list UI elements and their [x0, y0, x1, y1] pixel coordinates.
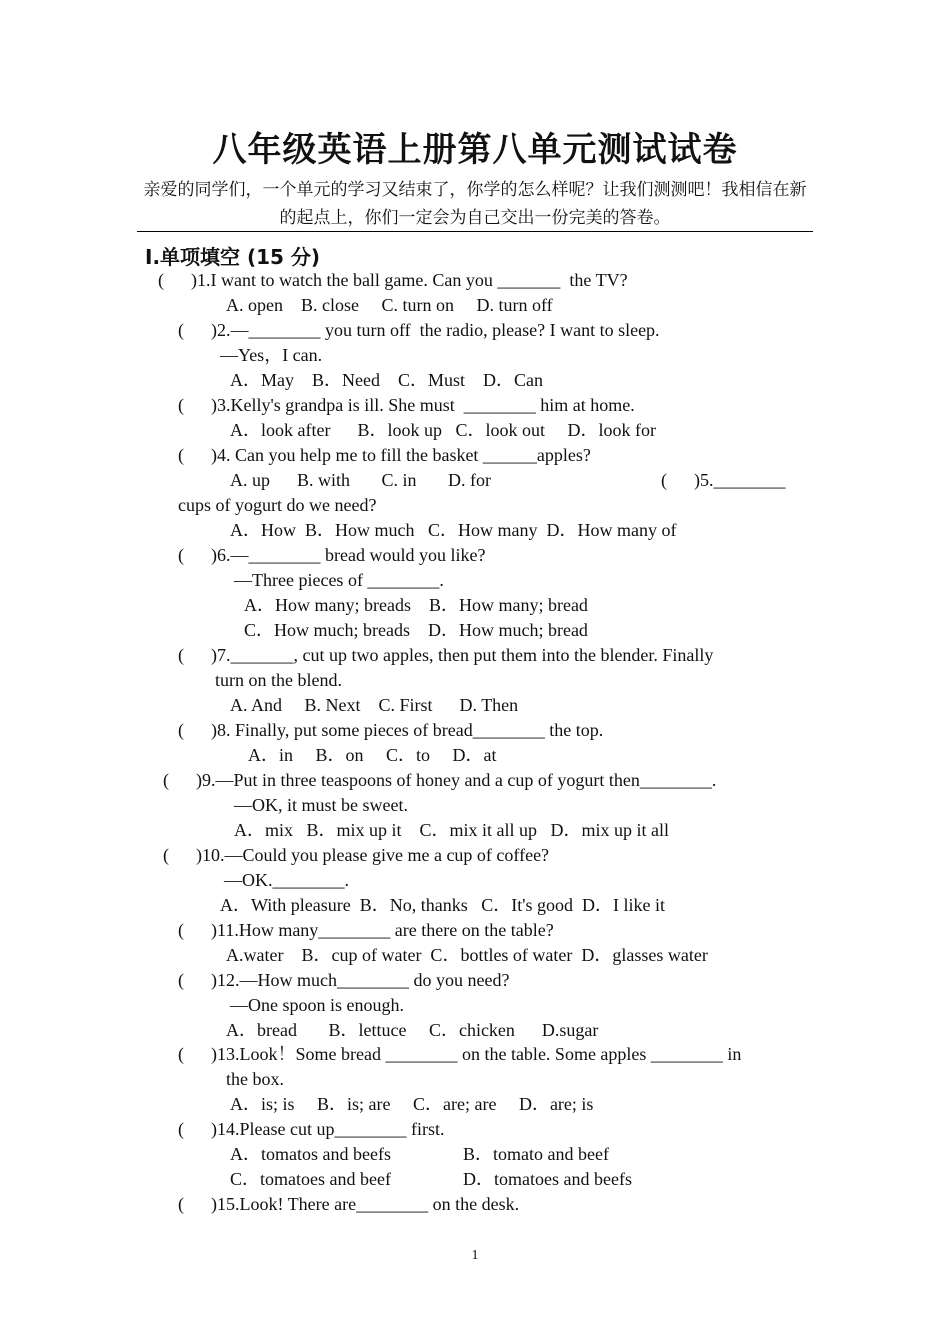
options-6-cd: C．How much; breads D．How much; bread [244, 620, 588, 640]
option-14-b: B．tomato and beef [463, 1144, 609, 1164]
options-6-ab: A．How many; breads B．How many; bread [244, 595, 588, 615]
section-heading: Ⅰ.单项填空 (15 分) [145, 245, 321, 269]
question-8: ( )8. Finally, put some pieces of bread________ the top. [178, 720, 604, 740]
question-7-cont: turn on the blend. [215, 670, 342, 690]
options-9: A．mix B．mix up it C．mix it all up D．mix up it all [234, 820, 670, 840]
answer-line-9: —OK, it must be sweet. [234, 795, 408, 815]
question-7: ( )7._______, cut up two apples, then put them into the blender. Finally [178, 645, 714, 665]
question-1: ( )1.I want to watch the ball game. Can you _______ the TV? [158, 270, 628, 290]
question-15: ( )15.Look! There are________ on the desk. [178, 1194, 520, 1214]
page-number: 1 [471, 1248, 479, 1263]
question-11: ( )11.How many________ are there on the table? [178, 920, 554, 940]
option-14-a: A．tomatos and beefs [230, 1144, 391, 1164]
options-3: A．look after B．look up C．look out D．look for [230, 420, 656, 440]
option-14-c: C．tomatoes and beef [230, 1169, 391, 1189]
question-2: ( )2.—________ you turn off the radio, please? I want to sleep. [178, 320, 660, 340]
question-13: ( )13.Look！Some bread ________ on the table. Some apples ________ in [178, 1044, 742, 1064]
question-3: ( )3.Kelly's grandpa is ill. She must ________ him at home. [178, 395, 635, 415]
options-2: A．May B．Need C．Must D．Can [230, 370, 543, 390]
question-5: ( )5.________ [661, 470, 786, 490]
page-title: 八年级英语上册第八单元测试试卷 [212, 130, 738, 170]
options-8: A．in B．on C．to D．at [248, 745, 497, 765]
answer-line-12: —One spoon is enough. [230, 995, 404, 1015]
options-7: A. And B. Next C. First D. Then [230, 695, 519, 715]
intro-paragraph: 亲爱的同学们，一个单元的学习又结束了，你学的怎么样呢？让我们测测吧！我相信在新的起点上，你们一定会为自己交出一份完美的答卷。 [143, 180, 807, 228]
answer-line-6: —Three pieces of ________. [234, 570, 444, 590]
options-1: A. open B. close C. turn on D. turn off [226, 295, 553, 315]
question-9: ( )9.—Put in three teaspoons of honey and a cup of yogurt then________. [163, 770, 717, 790]
question-4: ( )4. Can you help me to fill the basket ______apples? [178, 445, 591, 465]
question-12: ( )12.—How much________ do you need? [178, 970, 510, 990]
question-5-cont: cups of yogurt do we need? [178, 495, 377, 515]
answer-line-2: —Yes，I can. [220, 345, 323, 365]
question-14: ( )14.Please cut up________ first. [178, 1119, 445, 1139]
divider [137, 231, 813, 232]
options-10: A．With pleasure B．No, thanks C．It's good D．I like it [220, 895, 665, 915]
options-11: A.water B．cup of water C．bottles of water D．glasses water [226, 945, 708, 965]
option-14-d: D．tomatoes and beefs [463, 1169, 632, 1189]
options-12: A．bread B．lettuce C．chicken D.sugar [226, 1020, 599, 1040]
options-5: A．How B．How much C．How many D．How many of [230, 520, 677, 540]
question-10: ( )10.—Could you please give me a cup of coffee? [163, 845, 550, 865]
answer-line-10: —OK.________. [224, 870, 349, 890]
question-13-cont: the box. [226, 1069, 284, 1089]
question-6: ( )6.—________ bread would you like? [178, 545, 486, 565]
options-4: A. up B. with C. in D. for [230, 470, 491, 490]
options-13: A．is; is B．is; are C．are; are D．are; is [230, 1094, 594, 1114]
